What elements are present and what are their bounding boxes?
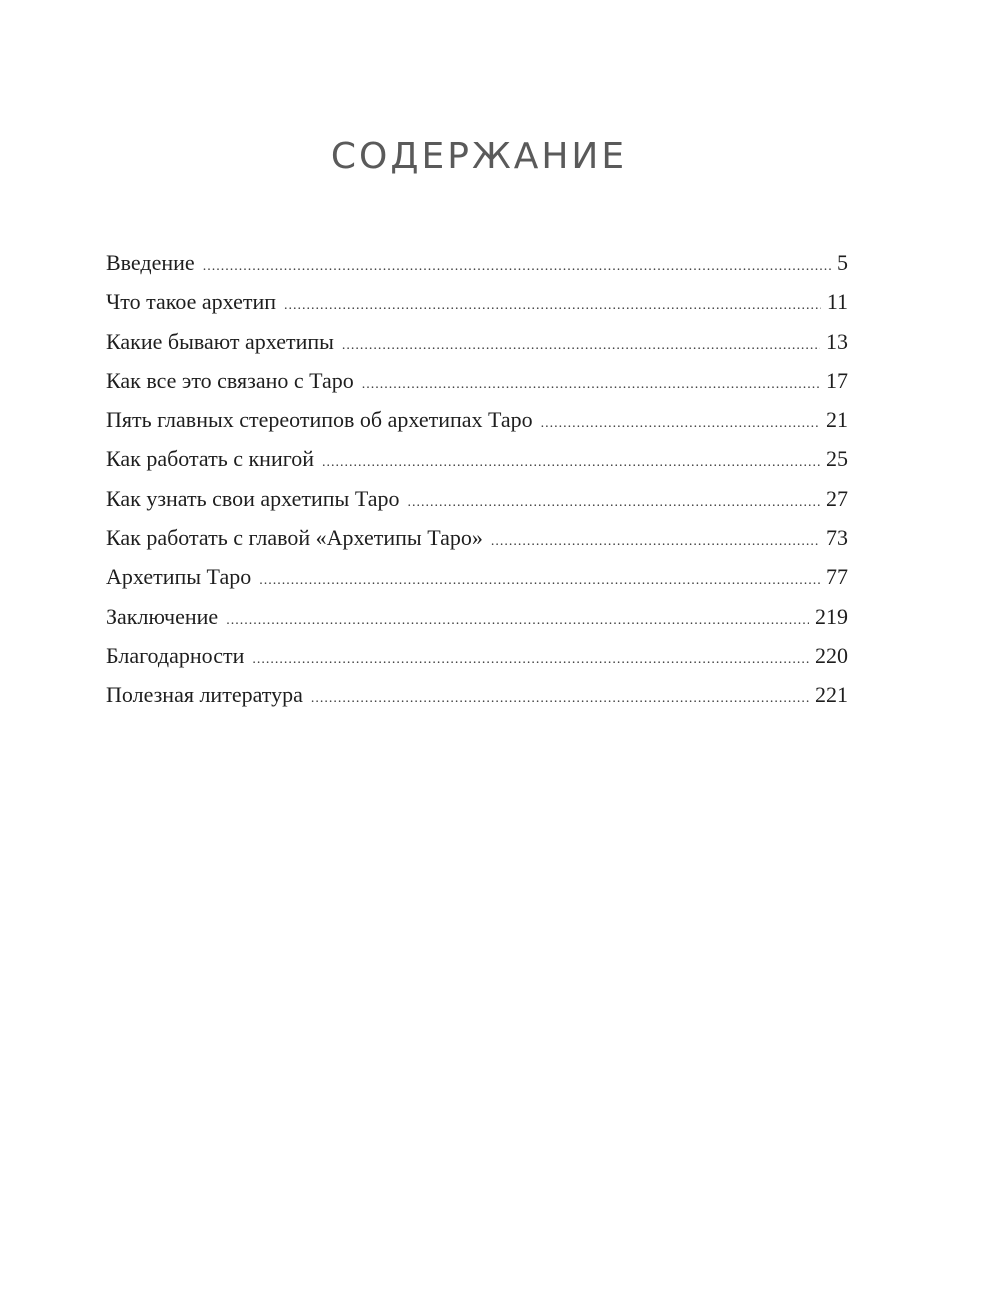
dot-leader [259, 573, 820, 589]
toc-entry-page: 77 [826, 564, 848, 590]
toc-entry-label: Как узнать свои архетипы Таро [106, 485, 400, 511]
toc-entry-label: Что такое архетип [106, 289, 277, 315]
toc-entry-page: 220 [815, 642, 848, 668]
toc-entry-label: Как работать с главой «Архетипы Таро» [106, 525, 483, 551]
dot-leader [322, 455, 820, 471]
toc-entry-label: Полезная литература [106, 682, 303, 708]
toc-entry-page: 221 [815, 682, 848, 708]
toc-entry [106, 289, 848, 328]
toc-entry-page: 13 [826, 328, 848, 354]
toc-entry [106, 604, 848, 643]
toc-entry-page: 27 [826, 485, 848, 511]
toc-entry-page: 21 [826, 407, 848, 433]
toc-entry [106, 643, 848, 682]
dot-leader [226, 613, 809, 629]
toc-entry [106, 329, 848, 368]
toc-entry-label: Архетипы Таро [106, 564, 252, 590]
dot-leader [203, 259, 831, 275]
toc-entry-page: 17 [826, 367, 848, 393]
toc-entry-label: Какие бывают архетипы [106, 328, 334, 354]
toc-entry [106, 682, 848, 721]
page-title: СОДЕРЖАНИЕ [330, 136, 628, 178]
dot-leader [252, 652, 809, 668]
toc-entry-page: 73 [826, 525, 848, 551]
toc-entry-label: Как работать с книгой [106, 446, 314, 472]
toc-entry-page: 5 [837, 250, 848, 275]
dot-leader [284, 298, 821, 314]
toc-entry-page: 25 [826, 446, 848, 472]
dot-leader [342, 338, 820, 354]
dot-leader [491, 534, 820, 550]
toc-entry-label: Как все это связано с Таро [106, 367, 354, 393]
toc-entry-label: Введение [106, 250, 195, 275]
dot-leader [408, 495, 821, 511]
toc-entry [106, 368, 848, 407]
table-of-contents [106, 250, 848, 722]
toc-entry [106, 564, 848, 603]
dot-leader [362, 377, 820, 393]
toc-entry-page: 219 [815, 603, 848, 629]
toc-entry-label: Благодарности [106, 642, 245, 668]
toc-entry [106, 407, 848, 446]
toc-entry [106, 446, 848, 485]
toc-entry-page: 11 [826, 289, 848, 315]
toc-entry [106, 486, 848, 525]
toc-entry [106, 525, 848, 564]
toc-entry-label: Заключение [106, 603, 219, 629]
dot-leader [311, 691, 809, 707]
toc-entry [106, 250, 848, 289]
toc-entry-label: Пять главных стереотипов об архетипах Таро [106, 407, 533, 433]
dot-leader [541, 416, 820, 432]
